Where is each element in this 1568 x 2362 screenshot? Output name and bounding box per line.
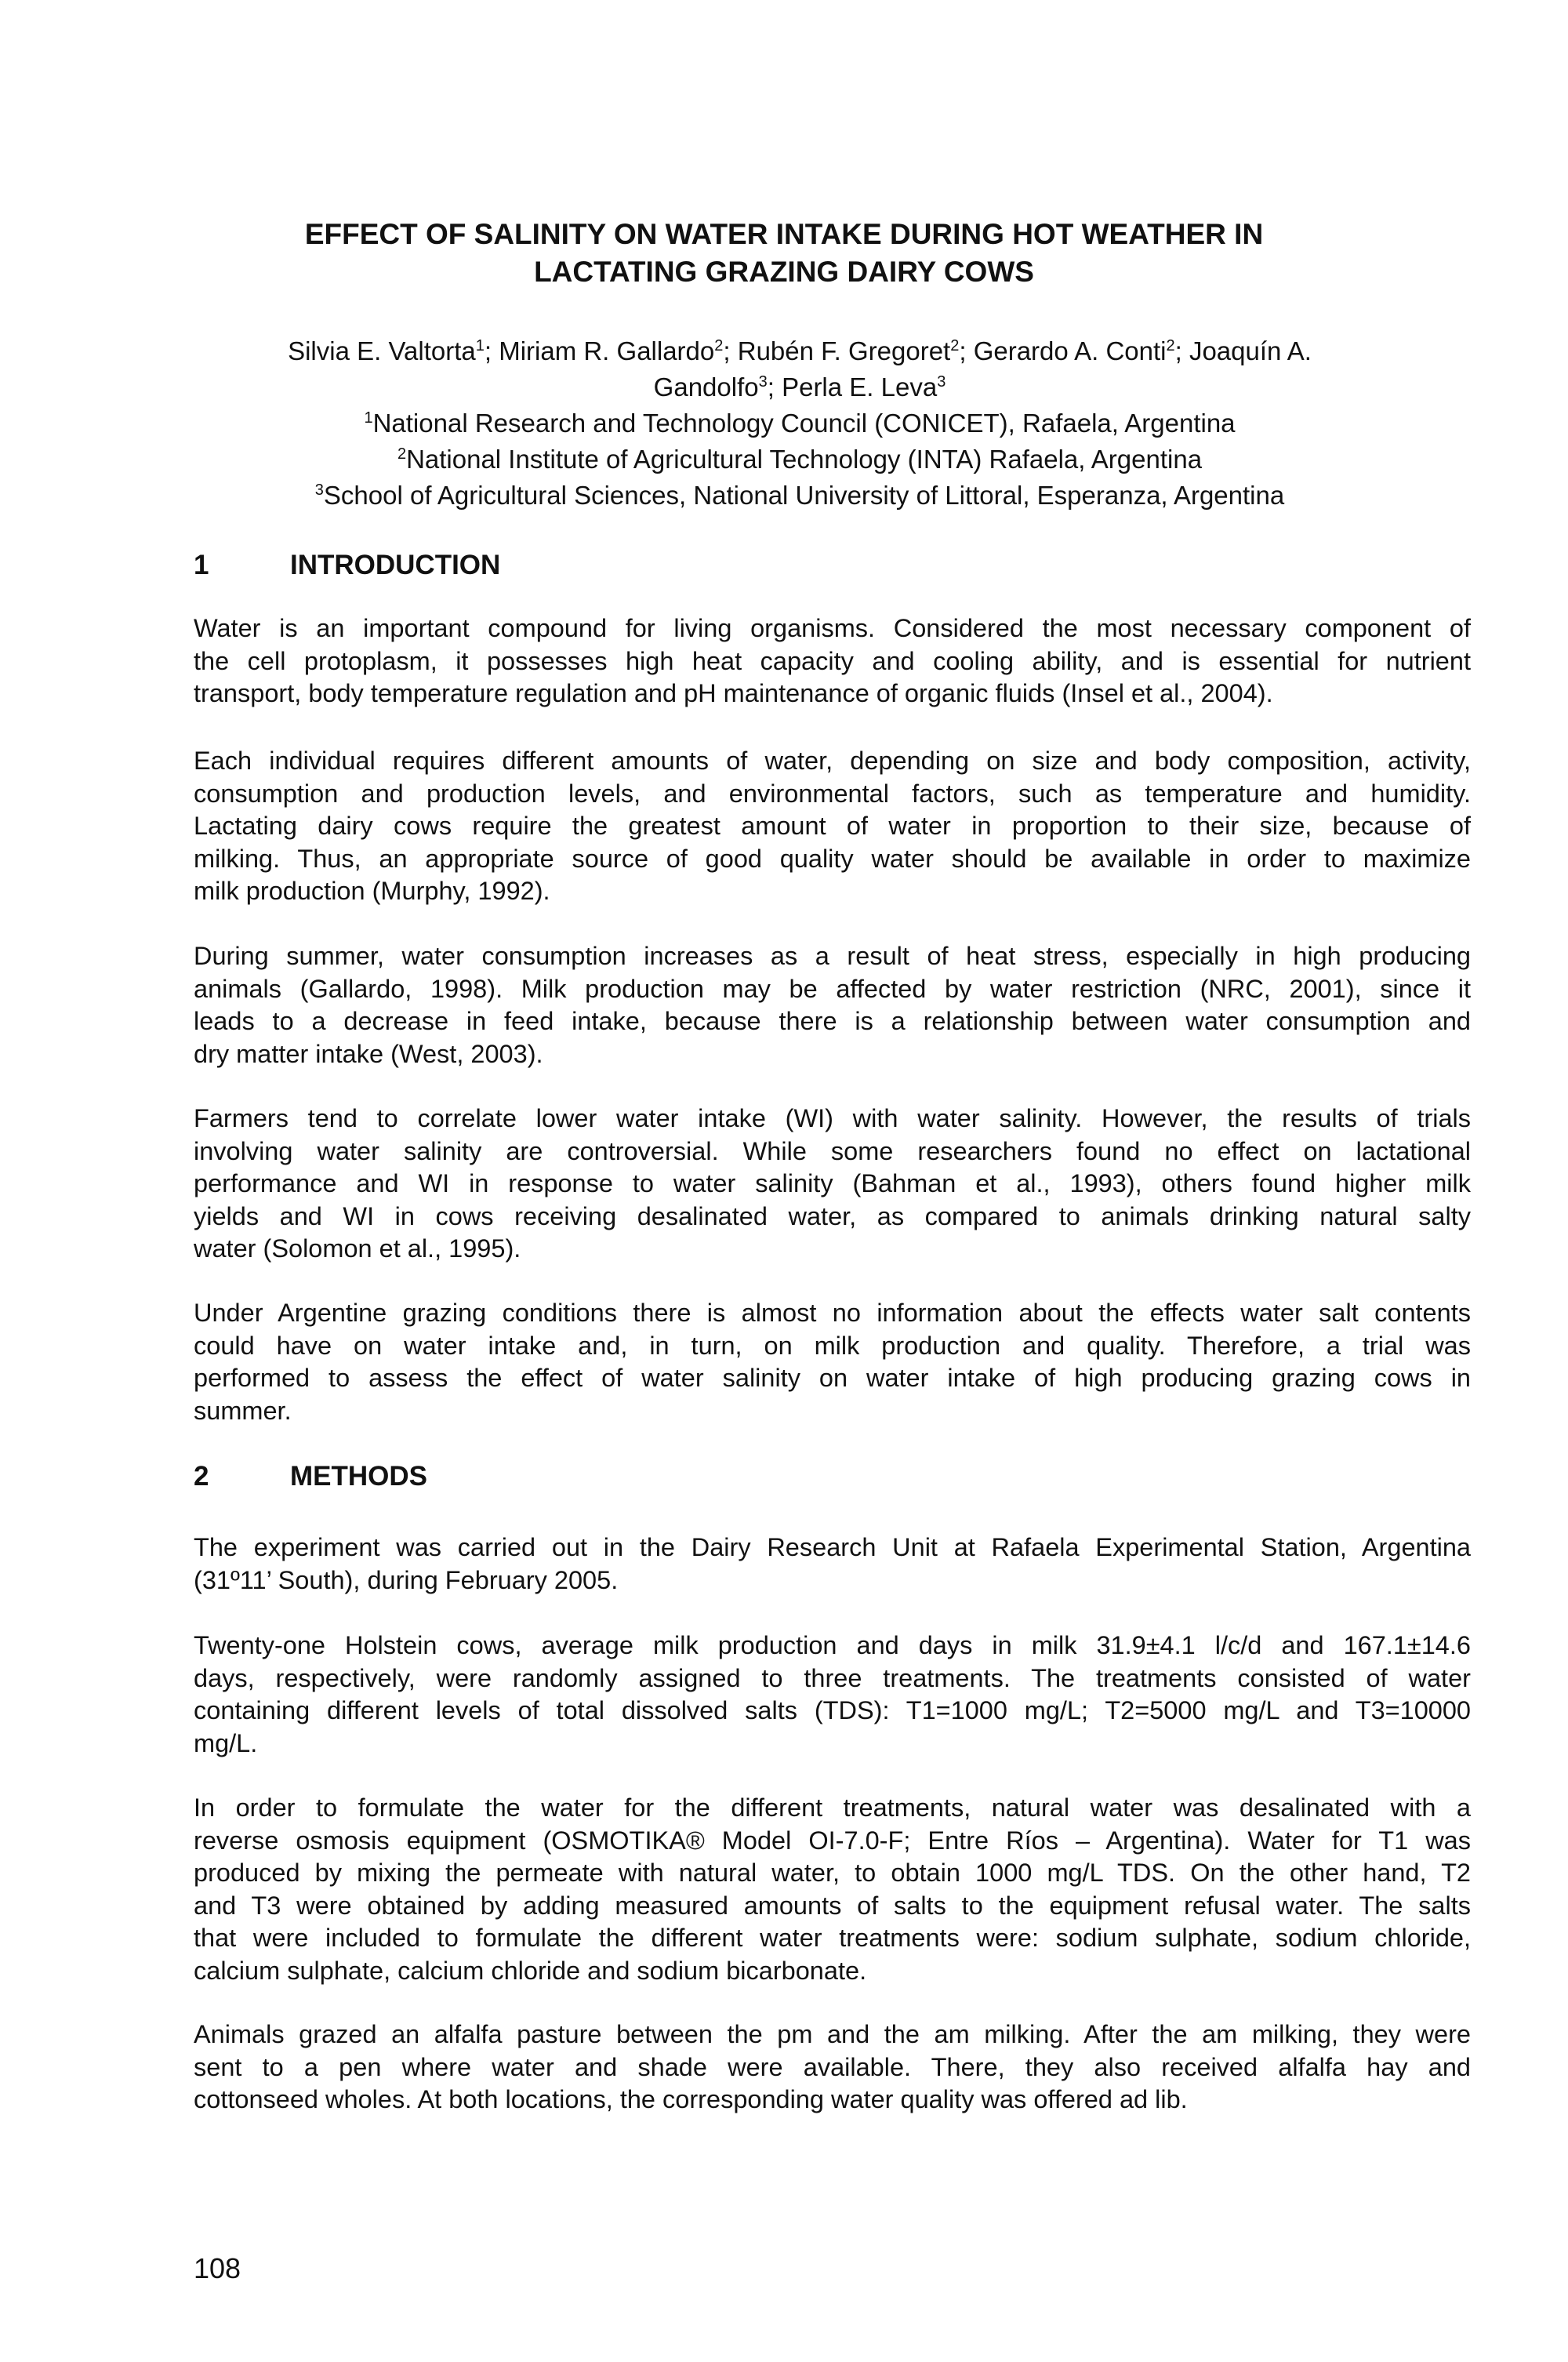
text-line: sent to a pen where water and shade were available. There, they also received alfalfa hay and: [194, 2052, 1471, 2081]
affiliation-mark: 2: [1166, 337, 1175, 354]
affiliation-mark: 1: [475, 337, 485, 354]
text-line: Lactating dairy cows require the greatest amount of water in proportion to their size, because of: [194, 812, 1471, 840]
affiliation-text: National Institute of Agricultural Technology (INTA) Rafaela, Argentina: [406, 445, 1203, 474]
text-line: milking. Thus, an appropriate source of good quality water should be available in order to maximize: [194, 844, 1471, 873]
paragraph: [194, 1532, 1471, 1597]
paragraph: [194, 940, 1471, 1070]
text-line: that were included to formulate the different water treatments were: sodium sulphate, sodium chloride,: [194, 1924, 1471, 1952]
paragraph: [194, 1297, 1471, 1427]
text-line: reverse osmosis equipment (OSMOTIKA® Model OI-7.0-F; Entre Ríos – Argentina). Water for T1 was: [194, 1826, 1471, 1855]
affiliation-mark: 2: [397, 445, 407, 463]
authors-line: [157, 333, 1443, 369]
separator: ;: [484, 336, 499, 365]
section-number: 2: [194, 1461, 209, 1492]
separator: ;: [767, 372, 782, 402]
author-name: Gerardo A. Conti: [973, 336, 1167, 365]
authors-line: [157, 369, 1443, 405]
section-title: INTRODUCTION: [290, 550, 501, 580]
affiliation-mark: 3: [314, 481, 324, 499]
text-line: could have on water intake and, in turn, on milk production and quality. Therefore, a trial was: [194, 1331, 1471, 1360]
text-line: performed to assess the effect of water salinity on water intake of high producing grazing cows in: [194, 1364, 1471, 1392]
text-line: involving water salinity are controversial. While some researchers found no effect on lactational: [194, 1136, 1471, 1165]
text-line: The experiment was carried out in the Dairy Research Unit at Rafaela Experimental Station, Argentina: [194, 1533, 1471, 1561]
author-block: [157, 333, 1443, 514]
affiliation: [157, 405, 1443, 442]
text-line: Each individual requires different amounts of water, depending on size and body composition, activity,: [194, 747, 1471, 775]
title-line: LACTATING GRAZING DAIRY COWS: [534, 256, 1034, 288]
paper-title: [0, 216, 1568, 291]
text-line: produced by mixing the permeate with natural water, to obtain 1000 mg/L TDS. On the other hand, T2: [194, 1859, 1471, 1887]
text-line: In order to formulate the water for the different treatments, natural water was desalinated with a: [194, 1793, 1471, 1822]
affiliation-mark: 3: [758, 373, 768, 391]
text-line: transport, body temperature regulation and pH maintenance of organic fluids (Insel et al., 2004).: [194, 679, 1273, 707]
text-line: Water is an important compound for living organisms. Considered the most necessary component of: [194, 614, 1471, 642]
text-line: During summer, water consumption increases as a result of heat stress, especially in high producing: [194, 942, 1471, 970]
affiliation-text: School of Agricultural Sciences, National University of Littoral, Esperanza, Argentina: [323, 481, 1285, 510]
paragraph: [194, 2019, 1471, 2117]
title-line: EFFECT OF SALINITY ON WATER INTAKE DURING HOT WEATHER IN: [304, 218, 1264, 250]
section-title: METHODS: [290, 1461, 427, 1492]
page-number: 108: [194, 2252, 241, 2284]
text-line: summer.: [194, 1396, 292, 1425]
paragraph: [194, 1792, 1471, 1987]
author-name: Rubén F. Gregoret: [737, 336, 951, 365]
separator: ;: [723, 336, 738, 365]
affiliation-mark: 3: [937, 373, 946, 391]
affiliation: [157, 442, 1443, 478]
text-line: performance and WI in response to water salinity (Bahman et al., 1993), others found higher milk: [194, 1169, 1471, 1197]
affiliation-mark: 2: [950, 337, 960, 354]
text-line: mg/L.: [194, 1728, 258, 1757]
text-line: consumption and production levels, and environmental factors, such as temperature and humidity.: [194, 779, 1471, 808]
affiliation-text: National Research and Technology Council (CONICET), Rafaela, Argentina: [372, 409, 1236, 438]
paragraph: [194, 612, 1471, 710]
text-line: water (Solomon et al., 1995).: [194, 1234, 521, 1263]
text-line: Animals grazed an alfalfa pasture between the pm and the am milking. After the am milking, they were: [194, 2020, 1471, 2048]
paragraph: [194, 745, 1471, 908]
text-line: days, respectively, were randomly assigned to three treatments. The treatments consisted of water: [194, 1663, 1471, 1692]
text-line: dry matter intake (West, 2003).: [194, 1039, 543, 1068]
affiliation: [157, 478, 1443, 514]
paragraph: [194, 1103, 1471, 1266]
text-line: (31º11’ South), during February 2005.: [194, 1565, 619, 1594]
text-line: containing different levels of total dissolved salts (TDS): T1=1000 mg/L; T2=5000 mg/L and T3=10000: [194, 1696, 1471, 1724]
affiliation-mark: 2: [714, 337, 724, 354]
author-name: Silvia E. Valtorta: [288, 336, 476, 365]
text-line: calcium sulphate, calcium chloride and sodium bicarbonate.: [194, 1956, 867, 1985]
author-name: Gandolfo: [653, 372, 759, 402]
text-line: animals (Gallardo, 1998). Milk production may be affected by water restriction (NRC, 2001), since it: [194, 974, 1471, 1003]
text-line: Under Argentine grazing conditions there is almost no information about the effects water salt contents: [194, 1299, 1471, 1327]
section-number: 1: [194, 550, 209, 580]
text-line: the cell protoplasm, it possesses high heat capacity and cooling ability, and is essential for nutrient: [194, 646, 1471, 675]
text-line: Twenty-one Holstein cows, average milk production and days in milk 31.9±4.1 l/c/d and 167.1±14.6: [194, 1631, 1471, 1659]
text-line: cottonseed wholes. At both locations, the corresponding water quality was offered ad lib.: [194, 2085, 1188, 2113]
text-line: leads to a decrease in feed intake, because there is a relationship between water consumption and: [194, 1007, 1471, 1035]
author-name: Miriam R. Gallardo: [499, 336, 715, 365]
affiliation-mark: 1: [364, 409, 373, 427]
text-line: and T3 were obtained by adding measured amounts of salts to the equipment refusal water. The salts: [194, 1891, 1471, 1920]
author-name: Perla E. Leva: [782, 372, 938, 402]
text-line: Farmers tend to correlate lower water intake (WI) with water salinity. However, the results of trials: [194, 1104, 1471, 1132]
text-line: yields and WI in cows receiving desalinated water, as compared to animals drinking natural salty: [194, 1201, 1471, 1230]
text-line: milk production (Murphy, 1992).: [194, 877, 550, 905]
separator: ;: [959, 336, 974, 365]
section-heading-introduction: [194, 549, 500, 582]
separator: ; Joaquín A.: [1174, 336, 1312, 365]
section-heading-methods: [194, 1460, 427, 1493]
paragraph: [194, 1630, 1471, 1760]
